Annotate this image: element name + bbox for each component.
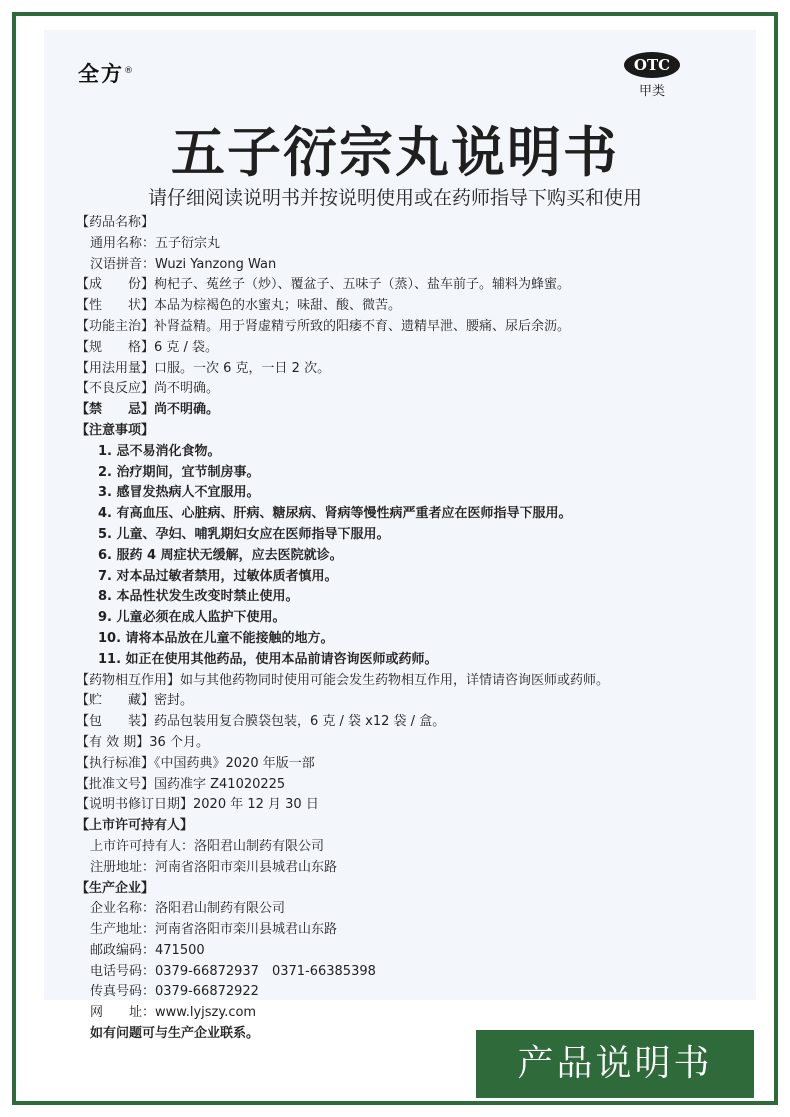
revision-date: 【说明书修订日期】2020 年 12 月 30 日 (76, 797, 319, 813)
note-item: 5. 儿童、孕妇、哺乳期妇女应在医师指导下服用。 (98, 526, 390, 542)
maker-address: 生产地址：河南省洛阳市栾川县城君山东路 (90, 922, 338, 938)
package: 【包 装】药品包装用复合膜袋包装，6 克 / 袋 x12 袋 / 盒。 (76, 714, 446, 730)
note-item: 2. 治疗期间，宜节制房事。 (98, 464, 260, 480)
specification: 【规 格】6 克 / 袋。 (76, 339, 219, 355)
drug-name-header: 【药品名称】 (76, 215, 155, 230)
note-item: 8. 本品性状发生改变时禁止使用。 (98, 589, 299, 605)
postcode: 邮政编码：471500 (90, 942, 205, 958)
fax-number: 传真号码：0379-66872922 (90, 984, 259, 1000)
contact-note: 如有问题可与生产企业联系。 (90, 1026, 260, 1042)
indication: 【功能主治】补肾益精。用于肾虚精亏所致的阳痿不育、遗精早泄、腰痛、尿后余沥。 (76, 318, 571, 334)
registered-mark: ® (124, 66, 135, 76)
holder-name: 上市许可持有人：洛阳君山制药有限公司 (90, 838, 325, 854)
standard: 【执行标准】《中国药典》2020 年版一部 (76, 755, 315, 771)
holder-header: 【上市许可持有人】 (76, 818, 194, 834)
maker-name: 企业名称：洛阳君山制药有限公司 (90, 901, 286, 917)
storage: 【贮 藏】密封。 (76, 693, 194, 709)
note-item: 4. 有高血压、心脏病、肝病、糖尿病、肾病等慢性病严重者应在医师指导下服用。 (98, 506, 572, 522)
holder-address: 注册地址：河南省洛阳市栾川县城君山东路 (90, 859, 338, 875)
phone-numbers: 电话号码：0379-66872937 0371-66385398 (90, 963, 376, 979)
footer-label: 产品说明书 (476, 1030, 754, 1098)
maker-header: 【生产企业】 (76, 880, 155, 896)
website: 网 址：www.lyjszy.com (90, 1005, 257, 1021)
leaflet-body (76, 213, 746, 1045)
note-item: 9. 儿童必须在成人监护下使用。 (98, 610, 286, 626)
adverse-reactions: 【不良反应】尚不明确。 (76, 381, 220, 397)
validity: 【有 效 期】36 个月。 (76, 734, 209, 750)
otc-badge: OTC (624, 52, 680, 78)
note-item: 10. 请将本品放在儿童不能接触的地方。 (98, 630, 334, 646)
note-item: 7. 对本品过敏者禁用，过敏体质者慎用。 (98, 568, 338, 584)
note-item: 3. 感冒发热病人不宜服用。 (98, 485, 260, 501)
approval-number: 【批准文号】国药准字 Z41020225 (76, 776, 286, 792)
brand-logo (78, 58, 135, 88)
brand-name: 全方 (78, 62, 124, 86)
notes-header: 【注意事项】 (76, 422, 155, 438)
usage-dosage: 【用法用量】口服。一次 6 克，一日 2 次。 (76, 360, 331, 376)
pinyin-name: 汉语拼音：Wuzi Yanzong Wan (90, 256, 277, 272)
generic-name: 通用名称：五子衍宗丸 (90, 235, 221, 251)
page-subtitle: 请仔细阅读说明书并按说明使用或在药师指导下购买和使用 (147, 187, 642, 209)
contraindications: 【禁 忌】尚不明确。 (76, 402, 220, 418)
note-item: 6. 服药 4 周症状无缓解，应去医院就诊。 (98, 547, 343, 563)
character: 【性 状】本品为棕褐色的水蜜丸；味甜、酸、微苦。 (76, 298, 402, 314)
otc-class: 甲类 (638, 84, 665, 99)
drug-interaction: 【药物相互作用】如与其他药物同时使用可能会发生药物相互作用，详情请咨询医师或药师。 (76, 672, 610, 688)
note-item: 11. 如正在使用其他药品，使用本品前请咨询医师或药师。 (98, 651, 438, 667)
note-item: 1. 忌不易消化食物。 (98, 443, 221, 459)
ingredients: 【成 份】枸杞子、菟丝子（炒）、覆盆子、五味子（蒸）、盐车前子。辅料为蜂蜜。 (76, 277, 571, 293)
page-title: 五子衍宗丸说明书 (171, 121, 619, 184)
